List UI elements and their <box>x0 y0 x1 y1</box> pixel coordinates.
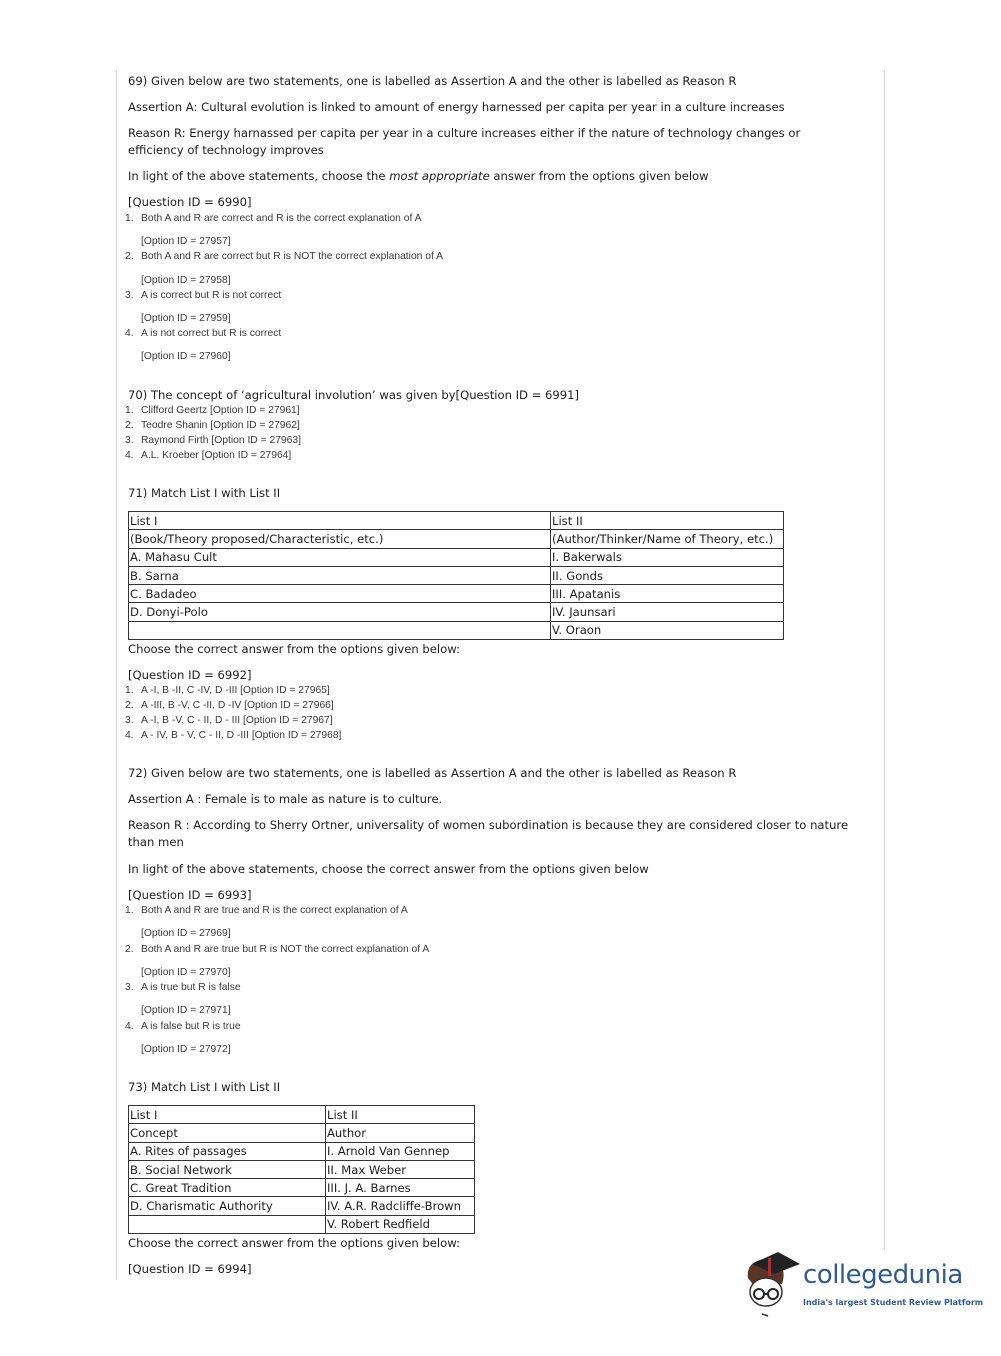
q71-match-table <box>128 511 784 640</box>
q71-stem: 71) Match List I with List II <box>128 486 281 500</box>
list2-cell: I. Bakerwals <box>551 548 784 566</box>
q69-option-num: 1. <box>125 213 134 224</box>
list1-cell: A. Rites of passages <box>129 1142 326 1160</box>
q72-option-num: 2. <box>125 944 134 955</box>
q69-inlight-pre: In light of the above statements, choose the <box>128 169 390 183</box>
list2-cell: I. Arnold Van Gennep <box>326 1142 475 1160</box>
q70-stem: 70) The concept of ‘agricultural involution’ was given by[Question ID = 6991] <box>128 388 580 402</box>
table-row <box>129 512 784 530</box>
right-margin-line <box>884 70 885 1250</box>
q69-reason: Reason R: Energy harnassed per capita per year in a culture increases either if the nature of technology changes or <box>128 126 801 140</box>
list1-cell: D. Donyi-Polo <box>129 603 551 621</box>
q71-option-text: A -I, B -V, C - II, D - III [Option ID = 27967] <box>141 715 333 726</box>
table-row <box>129 1197 475 1215</box>
list1-cell: C. Great Tradition <box>129 1179 326 1197</box>
q70-option-text: Raymond Firth [Option ID = 27963] <box>141 435 301 446</box>
q69-option-id: [Option ID = 27958] <box>141 275 231 286</box>
q72-option-id: [Option ID = 27969] <box>141 928 231 939</box>
list1-cell: B. Social Network <box>129 1160 326 1178</box>
table-row <box>129 1160 475 1178</box>
list2-cell: IV. A.R. Radcliffe-Brown <box>326 1197 475 1215</box>
list1-cell: A. Mahasu Cult <box>129 548 551 566</box>
q72-option-num: 4. <box>125 1021 134 1032</box>
q70-option-num: 2. <box>125 420 134 431</box>
list1-cell <box>129 1215 326 1233</box>
q69-option-text: A is not correct but R is correct <box>141 328 282 339</box>
list1-cell: List I <box>129 512 551 530</box>
table-row <box>129 603 784 621</box>
q71-option-num: 1. <box>125 685 134 696</box>
list1-cell: Concept <box>129 1124 326 1142</box>
q71-option-text: A - IV, B - V, C - II, D -III [Option ID = 27968] <box>141 730 342 741</box>
q70-option-num: 3. <box>125 435 134 446</box>
table-row <box>129 1124 475 1142</box>
q69-assertion: Assertion A: Cultural evolution is linked to amount of energy harnessed per capita per year in a culture increases <box>128 100 785 114</box>
q71-option-num: 4. <box>125 730 134 741</box>
q72-reason: Reason R : According to Sherry Ortner, universality of women subordination is because they are considered closer to nature <box>128 818 849 832</box>
q70-option-text: A.L. Kroeber [Option ID = 27964] <box>141 450 292 461</box>
q72-option-num: 1. <box>125 905 134 916</box>
q72-reason-cont: than men <box>128 835 184 849</box>
q71-choose: Choose the correct answer from the options given below: <box>128 642 460 656</box>
q69-option-num: 4. <box>125 328 134 339</box>
q73-question-id: [Question ID = 6994] <box>128 1262 252 1276</box>
q71-option-text: A -III, B -V, C -II, D -IV [Option ID = 27966] <box>141 700 334 711</box>
q72-option-text: Both A and R are true but R is NOT the correct explanation of A <box>141 944 430 955</box>
q72-option-text: A is true but R is false <box>141 982 241 993</box>
q71-question-id: [Question ID = 6992] <box>128 668 252 682</box>
q69-option-id: [Option ID = 27959] <box>141 313 231 324</box>
table-row <box>129 566 784 584</box>
q71-option-text: A -I, B -II, C -IV, D -III [Option ID = 27965] <box>141 685 330 696</box>
table-row <box>129 548 784 566</box>
q72-assertion: Assertion A : Female is to male as nature is to culture. <box>128 792 443 806</box>
q73-stem: 73) Match List I with List II <box>128 1080 281 1094</box>
q69-reason-cont: efficiency of technology improves <box>128 143 324 157</box>
table-row <box>129 1179 475 1197</box>
q71-option-num: 3. <box>125 715 134 726</box>
q73-choose: Choose the correct answer from the options given below: <box>128 1236 460 1250</box>
q72-question-id: [Question ID = 6993] <box>128 888 252 902</box>
list2-cell: V. Oraon <box>551 621 784 639</box>
list2-cell: V. Robert Redfield <box>326 1215 475 1233</box>
table-row <box>129 1142 475 1160</box>
q69-instruction <box>128 168 709 184</box>
q70-option-text: Teodre Shanin [Option ID = 27962] <box>141 420 300 431</box>
table-row <box>129 585 784 603</box>
table-row <box>129 1106 475 1124</box>
list2-cell: III. Apatanis <box>551 585 784 603</box>
q69-option-text: Both A and R are correct and R is the correct explanation of A <box>141 213 422 224</box>
logo-brand: collegedunia <box>803 1260 963 1290</box>
q69-option-num: 3. <box>125 290 134 301</box>
q69-option-id: [Option ID = 27957] <box>141 236 231 247</box>
q69-question-id: [Question ID = 6990] <box>128 195 252 209</box>
q69-option-text: Both A and R are correct but R is NOT the correct explanation of A <box>141 251 444 262</box>
list2-cell: Author <box>326 1124 475 1142</box>
q72-option-text: Both A and R are true and R is the correct explanation of A <box>141 905 408 916</box>
table-row <box>129 1215 475 1233</box>
logo-tagline: India's largest Student Review Platform <box>803 1298 984 1307</box>
list1-cell: (Book/Theory proposed/Characteristic, etc.) <box>129 530 551 548</box>
q72-option-text: A is false but R is true <box>141 1021 241 1032</box>
q69-inlight-post: answer from the options given below <box>489 169 709 183</box>
list1-cell <box>129 621 551 639</box>
list2-cell: List II <box>326 1106 475 1124</box>
q70-option-num: 4. <box>125 450 134 461</box>
q72-option-id: [Option ID = 27972] <box>141 1044 231 1055</box>
list1-cell: D. Charismatic Authority <box>129 1197 326 1215</box>
q69-inlight-em: most appropriate <box>389 169 490 183</box>
q71-option-num: 2. <box>125 700 134 711</box>
list2-cell: III. J. A. Barnes <box>326 1179 475 1197</box>
q73-match-table <box>128 1105 475 1234</box>
q69-stem: 69) Given below are two statements, one is labelled as Assertion A and the other is labelled as Reason R <box>128 74 737 88</box>
list2-cell: II. Gonds <box>551 566 784 584</box>
q72-option-num: 3. <box>125 982 134 993</box>
list1-cell: C. Badadeo <box>129 585 551 603</box>
q69-option-num: 2. <box>125 251 134 262</box>
table-row <box>129 621 784 639</box>
q70-option-num: 1. <box>125 405 134 416</box>
list2-cell: (Author/Thinker/Name of Theory, etc.) <box>551 530 784 548</box>
q72-option-id: [Option ID = 27970] <box>141 967 231 978</box>
table-row <box>129 530 784 548</box>
q72-instruction: In light of the above statements, choose the correct answer from the options given below <box>128 862 649 876</box>
q72-stem: 72) Given below are two statements, one is labelled as Assertion A and the other is labelled as Reason R <box>128 766 737 780</box>
list2-cell: IV. Jaunsari <box>551 603 784 621</box>
list2-cell: II. Max Weber <box>326 1160 475 1178</box>
list1-cell: B. Sarna <box>129 566 551 584</box>
mascot-icon <box>742 1250 802 1320</box>
collegedunia-logo <box>742 1250 984 1320</box>
q69-option-id: [Option ID = 27960] <box>141 351 231 362</box>
q69-option-text: A is correct but R is not correct <box>141 290 282 301</box>
q72-option-id: [Option ID = 27971] <box>141 1005 231 1016</box>
q70-option-text: Clifford Geertz [Option ID = 27961] <box>141 405 300 416</box>
list2-cell: List II <box>551 512 784 530</box>
list1-cell: List I <box>129 1106 326 1124</box>
left-margin-line <box>116 70 117 1280</box>
